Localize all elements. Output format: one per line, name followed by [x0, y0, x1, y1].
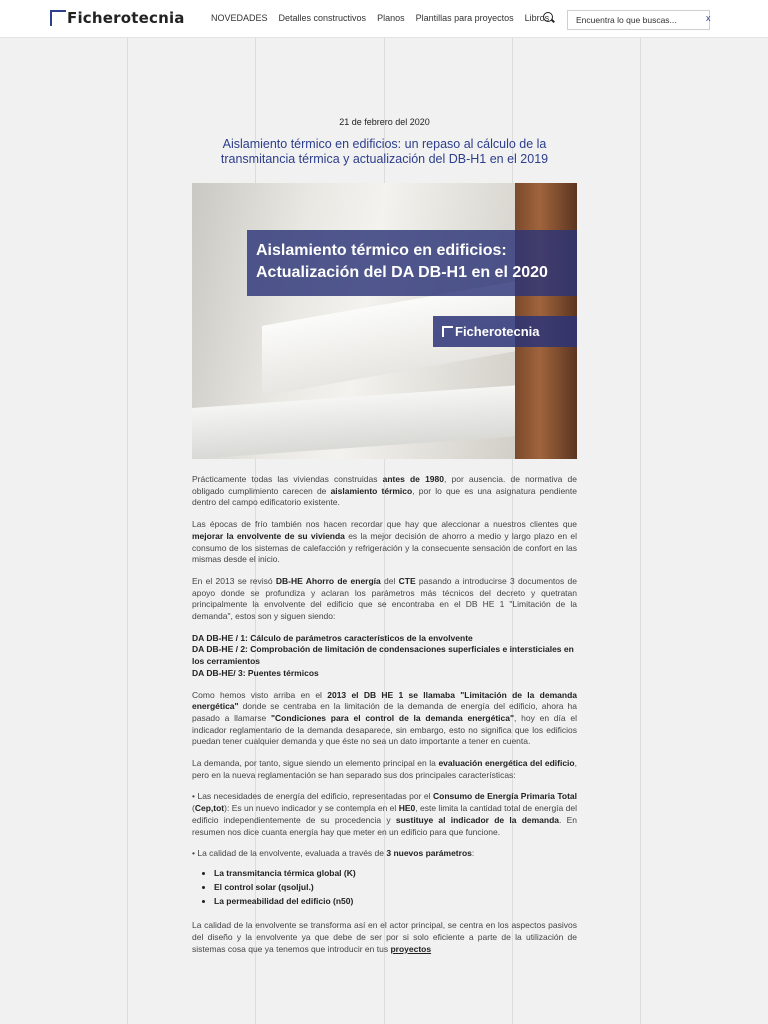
bold-text: CTE	[398, 575, 416, 586]
text: Como hemos visto arriba en el	[192, 689, 328, 700]
bold-text: 2013 el DB HE 1 se llamaba "Limitación de la demanda energética"	[192, 689, 577, 712]
paragraph	[192, 758, 577, 781]
text: • Las necesidades de energía del edificio, representadas por el	[192, 791, 434, 802]
bold-text: aislamiento térmico	[330, 485, 413, 496]
text: del	[380, 575, 399, 586]
nav-item-plantillas[interactable]: Plantillas para proyectos	[415, 13, 514, 23]
paragraph	[192, 848, 577, 860]
paragraph	[192, 519, 577, 566]
nav-item-detalles-constructivos[interactable]: Detalles constructivos	[278, 13, 367, 23]
text: pasando a introducirse 3 documentos de apoyo donde se profundiza y aclaran los parámetros más técnicos del decreto y quetratan principalmente la envolvente del edificio que se encontraba en el DB HE 1 "Limitación de la demanda", estos son y siguen siendo:	[192, 575, 577, 622]
main-nav	[211, 13, 551, 23]
text: (	[192, 803, 195, 814]
text: ): Es un nuevo indicador y se contempla en el	[224, 803, 399, 814]
bold-text: 3 nuevos parámetros	[386, 848, 472, 859]
text: es la mejor decisión de ahorro a medio y largo plazo en el consumo de los sistemas de calefacción y refrigeración y la consecuente sensación de confort en las mismas desde el inicio.	[192, 530, 577, 565]
logo-icon	[50, 10, 66, 26]
grid-line	[640, 38, 641, 1024]
nav-item-novedades[interactable]: NOVEDADES	[211, 13, 268, 23]
article-body	[192, 474, 577, 965]
search-icon[interactable]	[543, 12, 553, 22]
bold-text: "Condiciones para el control de la demanda energética"	[271, 712, 515, 723]
document-item: DA DB-HE/ 3: Puentes térmicos	[192, 667, 319, 678]
site-logo[interactable]	[50, 7, 185, 29]
article-title: Aislamiento térmico en edificios: un repaso al cálculo de la transmitancia térmica y actualización del DB-H1 en el 2019	[220, 137, 549, 166]
nav-item-libros[interactable]: Libros	[524, 13, 550, 23]
bold-text: HE0	[398, 803, 416, 814]
text: donde se centraba en la limitación de la demanda de energía del edificio, ahora ha pasado a llamarse	[192, 701, 577, 723]
nav-item-planos[interactable]: Planos	[377, 13, 405, 23]
paragraph	[192, 920, 577, 955]
paragraph	[192, 474, 577, 509]
close-icon[interactable]: x	[706, 13, 711, 23]
paragraph	[192, 576, 577, 623]
support-documents-list	[192, 633, 577, 680]
bold-text: Consumo de Energía Primaria Total	[433, 791, 577, 802]
text: . En resumen nos dice cuanta energía hay que meter en un edificio para que funcione.	[192, 814, 578, 837]
bold-text: DB-HE Ahorro de energía	[275, 575, 381, 586]
hero-image	[192, 183, 577, 459]
text: :	[471, 848, 475, 859]
hero-brand-text: Ficherotecnia	[455, 324, 540, 339]
bold-text: Cep,tot	[194, 803, 225, 814]
text: En el 2013 se revisó	[192, 575, 276, 586]
document-item: DA DB-HE / 2: Comprobación de limitación de condensaciones superficiales e intersticiales en los cerramientos	[192, 644, 574, 667]
text: • La calidad de la envolvente, evaluada a través de	[192, 848, 387, 859]
hero-banner-line2: Actualización del DA DB-H1 en el 2020	[256, 264, 548, 281]
proyectos-link[interactable]: proyectos	[390, 943, 432, 954]
document-item: DA DB-HE / 1: Cálculo de parámetros característicos de la envolvente	[192, 632, 473, 643]
text: La demanda, por tanto, sigue siendo un elemento principal en la	[192, 758, 439, 769]
paragraph	[192, 791, 577, 838]
hero-banner	[247, 230, 577, 296]
text: , pero en la nueva reglamentación se han separado sus dos principales características:	[192, 758, 577, 780]
bold-text: sustituye al indicador de la demanda	[395, 814, 560, 825]
grid-line	[127, 38, 128, 1024]
parameters-list	[192, 868, 577, 908]
search-input[interactable]	[567, 10, 710, 30]
paragraph	[192, 690, 577, 749]
text: Prácticamente todas las viviendas construidas	[192, 474, 383, 484]
bold-text: antes de 1980	[382, 474, 444, 484]
text: , este limita la cantidad total de energía del edificio independientemente de su procedencia y	[192, 803, 577, 825]
bold-text: mejorar la envolvente de su vivienda	[192, 530, 345, 541]
bold-text: evaluación energética del edificio	[438, 758, 575, 769]
logo-text: Ficherotecnia	[67, 9, 185, 27]
text: , por ausencia. de normativa de obligado cumplimiento carecen de	[192, 474, 577, 496]
hero-banner-line1: Aislamiento térmico en edificios:	[256, 242, 507, 259]
list-item: • La permeabilidad del edificio (n50)	[214, 896, 577, 908]
text: , por lo que es una asignatura pendiente dentro del campo edificatorio existente.	[192, 485, 578, 508]
text: , hoy en día el indicador reglamentario de la demanda desaparece, sin embargo, esto no significa que los edificios puedan tener cualquier demanda y que éste no sea un dato importante a tener en cuenta.	[192, 712, 577, 747]
top-navigation-bar	[0, 0, 768, 38]
text: Las épocas de frío también nos hacen recordar que hay que aleccionar a nuestros clientes que	[192, 519, 577, 530]
hero-brand-badge	[433, 316, 577, 347]
article-date: 21 de febrero del 2020	[339, 117, 430, 127]
list-item: • La transmitancia térmica global (K)	[214, 868, 577, 880]
text: La calidad de la envolvente se transforma así en el actor principal, se centra en los aspectos pasivos del diseño y la envolvente ya que debe de ser por si solo eficiente a parte de la utilización de sistemas cosa que ya tenemos que introducir en tus	[192, 920, 577, 954]
list-item: • El control solar (qsoljul.)	[214, 882, 577, 894]
